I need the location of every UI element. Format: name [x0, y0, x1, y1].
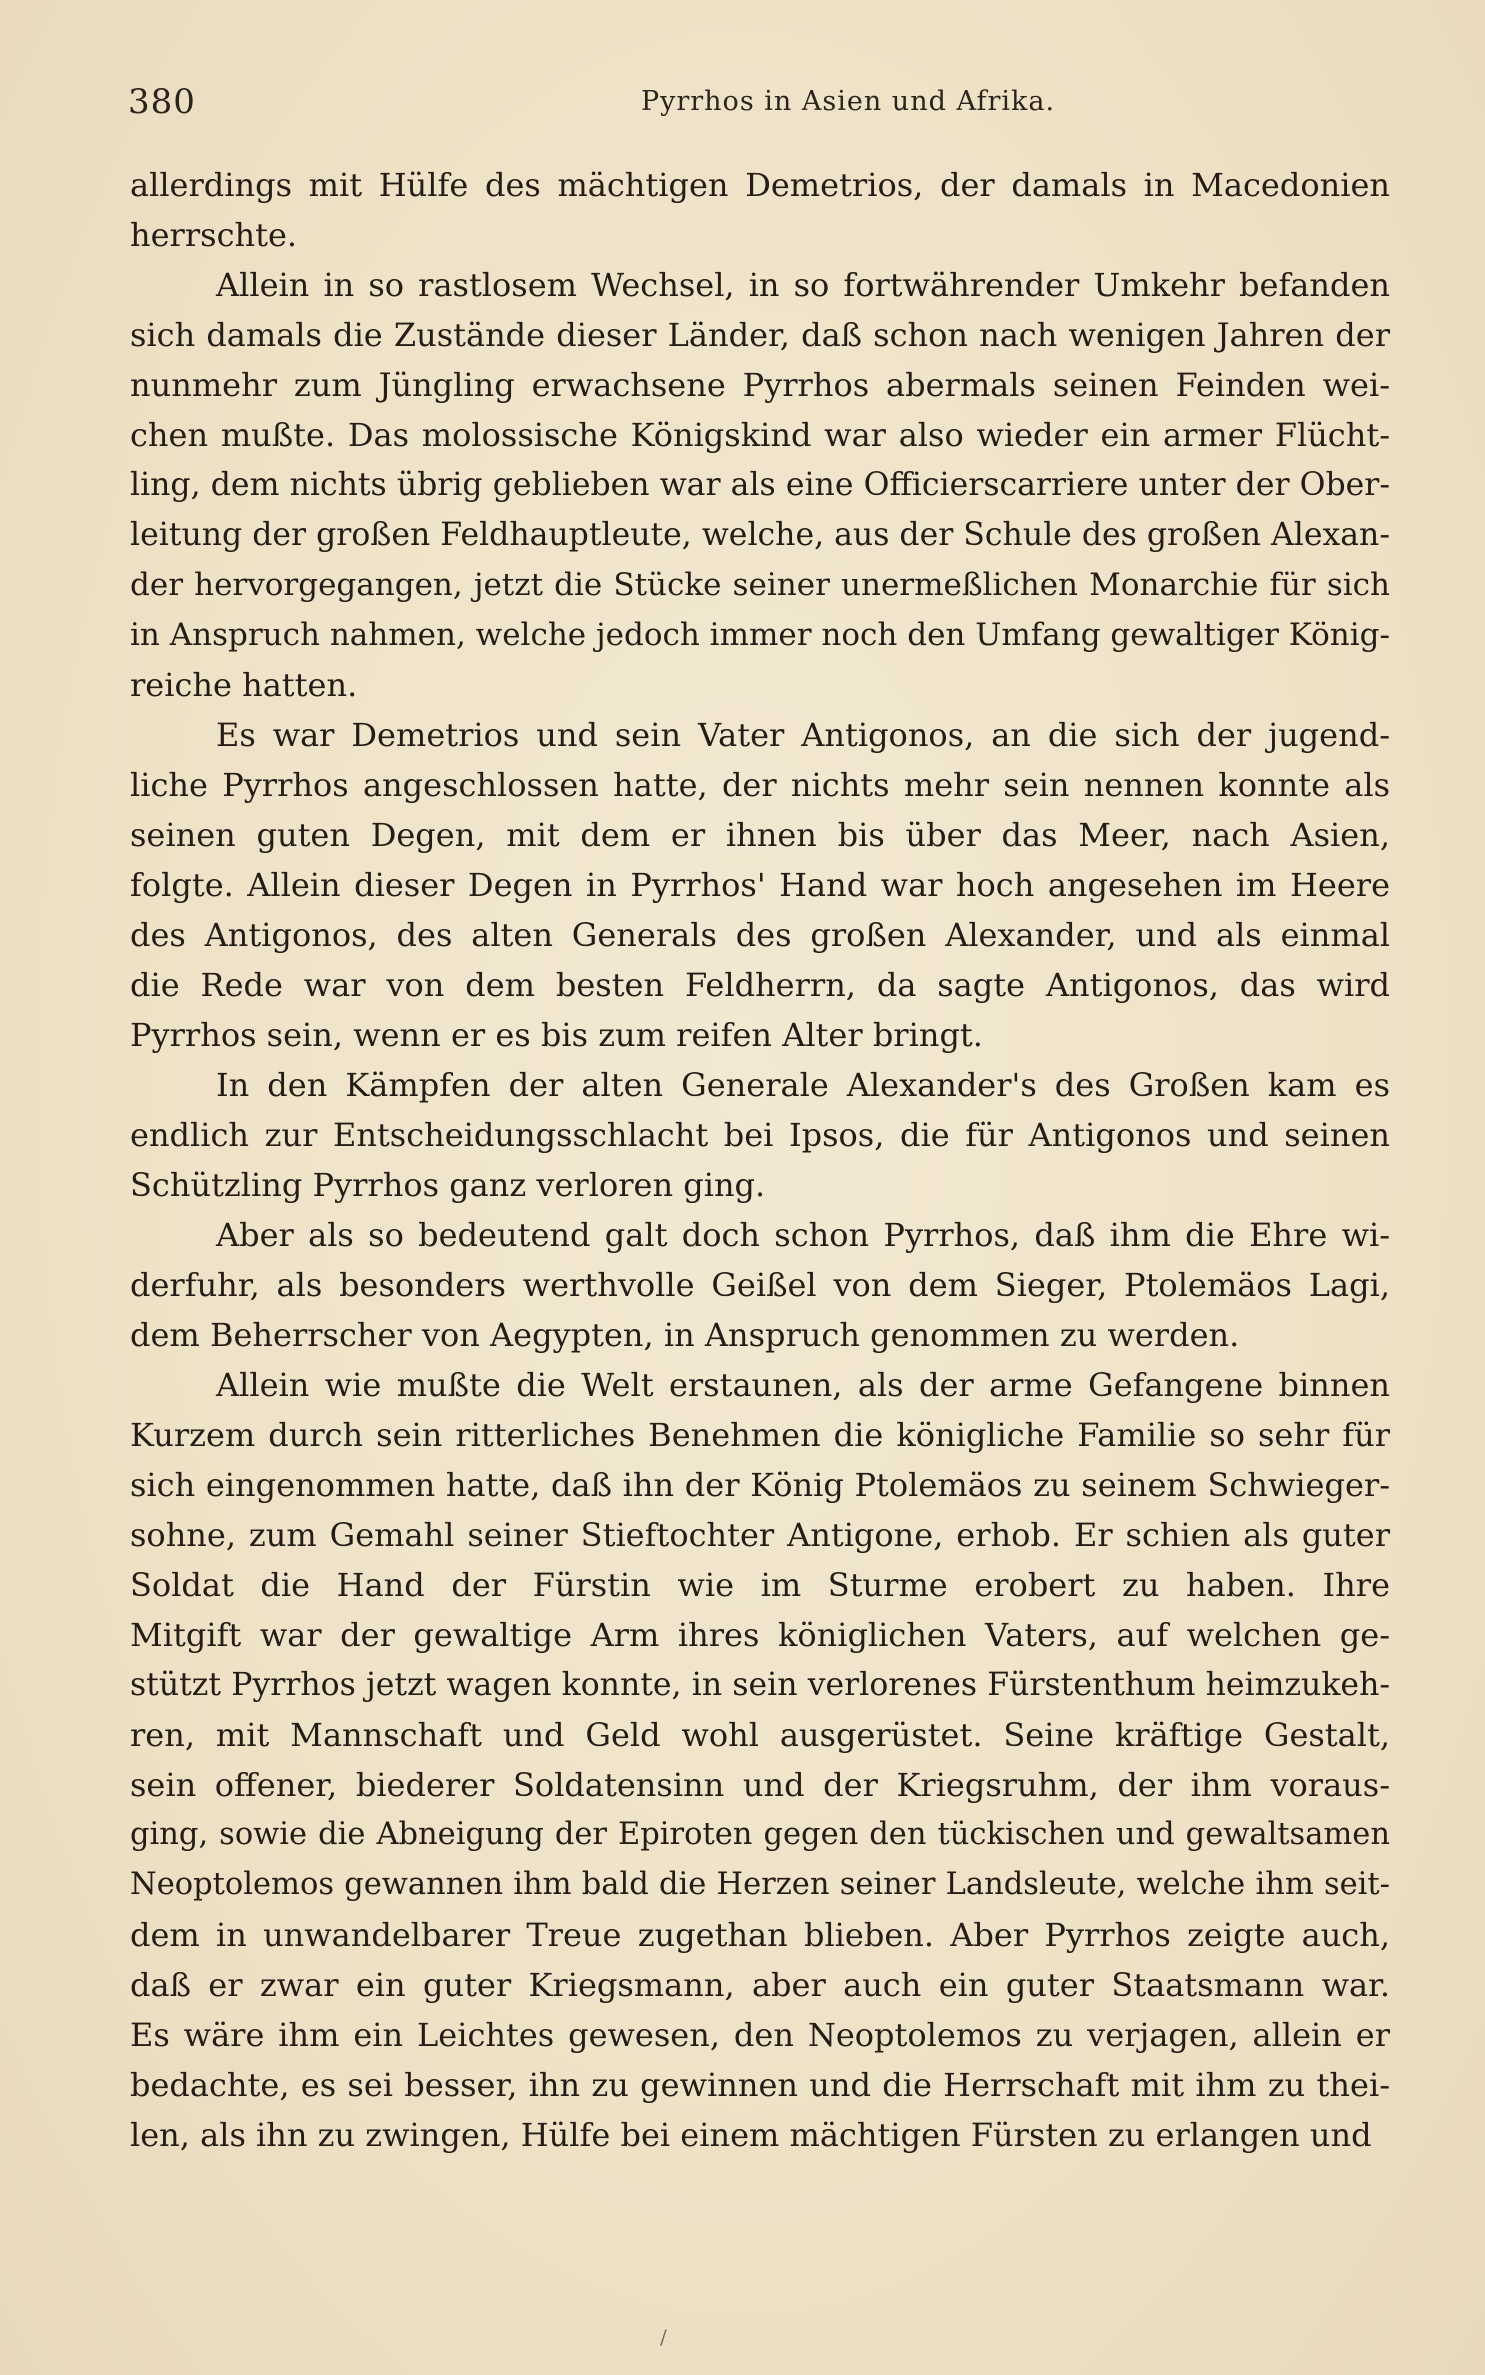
text-line: seinen guten Degen, mit dem er ihnen bis über das Meer, nach Asien, — [130, 816, 1390, 854]
text-line: dem Beherrscher von Aegypten, in Anspruch genommen zu werden. — [130, 1316, 1240, 1354]
text-line: In den Kämpfen der alten Generale Alexander's des Großen kam es — [216, 1066, 1390, 1104]
footer-mark: / — [660, 2325, 667, 2349]
text-line: ging, sowie die Abneigung der Epiroten gegen den tückischen und gewaltsamen — [130, 1817, 1390, 1852]
text-line: sein offener, biederer Soldatensinn und der Kriegsruhm, der ihm voraus- — [130, 1766, 1390, 1804]
text-line: leitung der großen Feldhauptleute, welche, aus der Schule des großen Alexan- — [130, 517, 1390, 553]
text-line: Soldat die Hand der Fürstin wie im Sturme erobert zu haben. Ihre — [130, 1566, 1390, 1604]
text-line: Es wäre ihm ein Leichtes gewesen, den Neoptolemos zu verjagen, allein er — [130, 2016, 1390, 2054]
text-line: sich damals die Zustände dieser Länder, daß schon nach wenigen Jahren der — [130, 316, 1390, 354]
text-line: endlich zur Entscheidungsschlacht bei Ipsos, die für Antigonos und seinen — [130, 1116, 1390, 1154]
text-line: Es war Demetrios und sein Vater Antigonos, an die sich der jugend- — [216, 716, 1390, 754]
text-line: Neoptolemos gewannen ihm bald die Herzen seiner Landsleute, welche ihm seit- — [130, 1867, 1390, 1902]
text-line: sohne, zum Gemahl seiner Stieftochter Antigone, erhob. Er schien als guter — [130, 1516, 1390, 1554]
text-line: Allein in so rastlosem Wechsel, in so fortwährender Umkehr befanden — [216, 266, 1390, 304]
paragraph — [130, 1210, 1390, 1360]
paragraph — [130, 260, 1390, 710]
paragraph — [130, 710, 1390, 1060]
text-line: Kurzem durch sein ritterliches Benehmen die königliche Familie so sehr für — [130, 1416, 1390, 1454]
text-line: bedachte, es sei besser, ihn zu gewinnen und die Herrschaft mit ihm zu thei- — [130, 2066, 1390, 2104]
text-line: chen mußte. Das molossische Königskind war also wieder ein armer Flücht- — [130, 416, 1390, 454]
text-line: nunmehr zum Jüngling erwachsene Pyrrhos abermals seinen Feinden wei- — [130, 366, 1390, 404]
text-line: ren, mit Mannschaft und Geld wohl ausgerüstet. Seine kräftige Gestalt, — [130, 1716, 1390, 1754]
text-line: allerdings mit Hülfe des mächtigen Demetrios, der damals in Macedonien — [130, 166, 1390, 204]
text-line: derfuhr, als besonders werthvolle Geißel von dem Sieger, Ptolemäos Lagi, — [130, 1266, 1390, 1304]
text-line: Schützling Pyrrhos ganz verloren ging. — [130, 1166, 766, 1204]
text-line: daß er zwar ein guter Kriegsmann, aber auch ein guter Staatsmann war. — [130, 1966, 1390, 2004]
text-line: in Anspruch nahmen, welche jedoch immer noch den Umfang gewaltiger König- — [130, 617, 1390, 653]
running-title: Pyrrhos in Asien und Afrika. — [640, 86, 1056, 117]
text-line: Allein wie mußte die Welt erstaunen, als der arme Gefangene binnen — [216, 1366, 1390, 1404]
text-line: Mitgift war der gewaltige Arm ihres königlichen Vaters, auf welchen ge- — [130, 1616, 1390, 1654]
text-line: reiche hatten. — [130, 666, 358, 704]
text-line: ling, dem nichts übrig geblieben war als eine Officierscarriere unter der Ober- — [130, 467, 1390, 503]
paragraph — [130, 160, 1390, 260]
text-line: der hervorgegangen, jetzt die Stücke seiner unermeßlichen Monarchie für sich — [130, 567, 1390, 603]
page-number: 380 — [128, 82, 196, 122]
paragraph — [130, 1060, 1390, 1210]
paragraph — [130, 1360, 1390, 2160]
text-line: liche Pyrrhos angeschlossen hatte, der nichts mehr sein nennen konnte als — [130, 766, 1390, 804]
text-line: sich eingenommen hatte, daß ihn der König Ptolemäos zu seinem Schwieger- — [130, 1466, 1390, 1504]
text-line: stützt Pyrrhos jetzt wagen konnte, in sein verlorenes Fürstenthum heimzukeh- — [130, 1667, 1390, 1703]
text-line: Aber als so bedeutend galt doch schon Pyrrhos, daß ihm die Ehre wi- — [216, 1216, 1390, 1254]
text-line: herrschte. — [130, 216, 298, 254]
text-line: dem in unwandelbarer Treue zugethan blieben. Aber Pyrrhos zeigte auch, — [130, 1916, 1390, 1954]
text-line: Pyrrhos sein, wenn er es bis zum reifen Alter bringt. — [130, 1016, 983, 1054]
page-header — [128, 82, 1388, 142]
text-line: die Rede war von dem besten Feldherrn, da sagte Antigonos, das wird — [130, 966, 1390, 1004]
text-line: des Antigonos, des alten Generals des großen Alexander, und als einmal — [130, 916, 1390, 954]
body-text — [130, 160, 1390, 2160]
text-line: len, als ihn zu zwingen, Hülfe bei einem mächtigen Fürsten zu erlangen und — [130, 2116, 1372, 2154]
text-line: folgte. Allein dieser Degen in Pyrrhos' Hand war hoch angesehen im Heere — [130, 866, 1390, 904]
